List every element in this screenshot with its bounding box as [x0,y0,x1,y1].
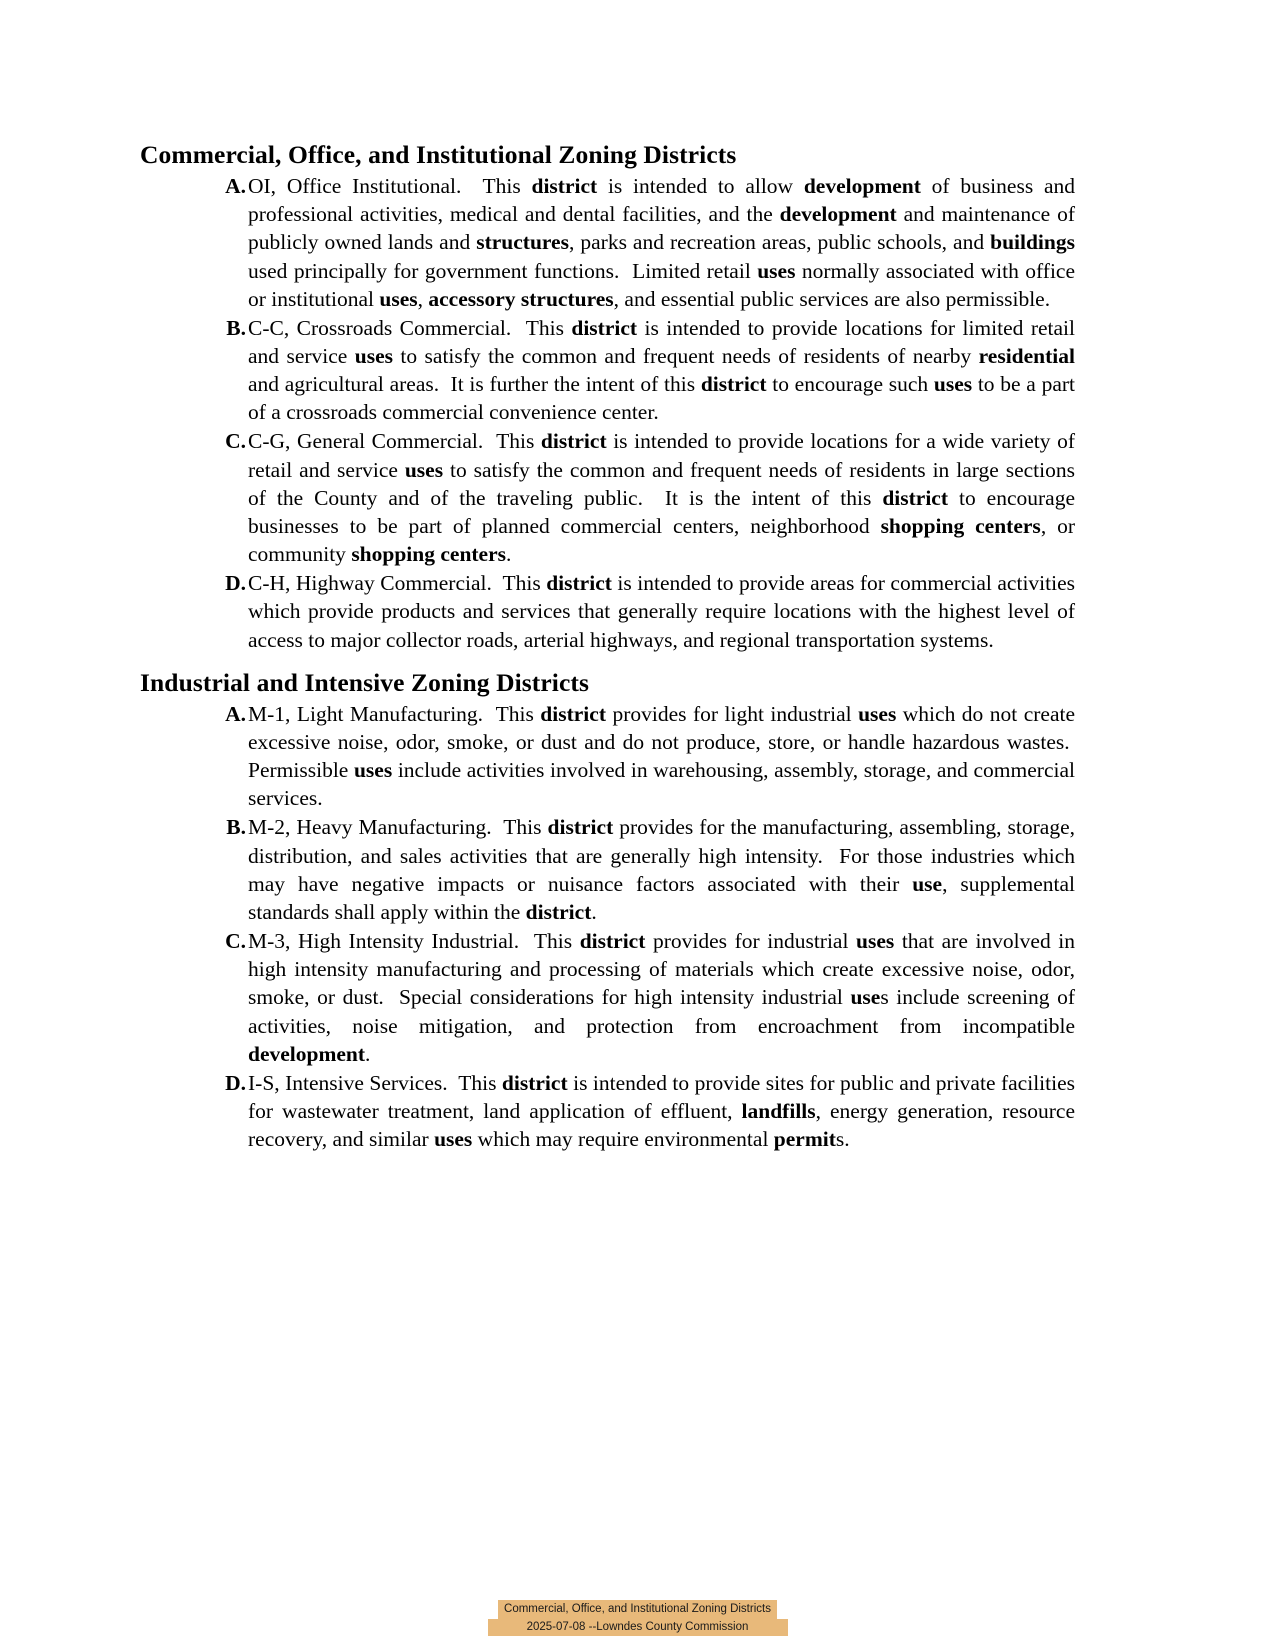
list-marker: D. [225,571,246,596]
list-item-text: M-3, High Intensity Industrial. This district provides for industrial uses that are involved in high intensity manufacturing and processing of materials which create excessive noise, odor, smoke, or dust. Special considerations for high intensity industrial uses include screening of activities, noise mitigation, and protection from encroachment from incompatible development. [248,929,1075,1066]
list-item-text: C-C, Crossroads Commercial. This district is intended to provide locations for limited retail and service uses to satisfy the common and frequent needs of residents of nearby residential and agricultural areas. It is further the intent of this district to encourage such uses to be a part of a crossroads commercial convenience center. [248,315,1075,425]
list-marker: A. [225,701,246,726]
list-item-text: C-G, General Commercial. This district is intended to provide locations for a wide variety of retail and service uses to satisfy the common and frequent needs of residents in large sections of the County and of the traveling public. It is the intent of this district to encourage businesses to be part of planned commercial centers, neighborhood shopping centers, or community shopping centers. [248,429,1076,567]
list-item-text: I-S, Intensive Services. This district is intended to provide sites for public and private facilities for wastewater treatment, land application of effluent, landfills, energy generation, resource recovery, and similar uses which may require environmental permits. [248,1070,1076,1152]
list-commercial-districts [140,172,1075,654]
list-marker: B. [226,815,246,840]
list-item [140,1069,1075,1153]
list-item [140,569,1075,653]
list-item-text: OI, Office Institutional. This district is intended to allow development of business and professional activities, medical and dental facilities, and the development and maintenance of publicly owned lands and structures, parks and recreation areas, public schools, and buildings used principally for government functions. Limited retail uses normally associated with office or institutional uses, accessory structures, and essential public services are also permissible. [248,174,1076,311]
footer-title: Commercial, Office, and Institutional Zoning Districts [498,1600,777,1618]
list-marker: C. [225,429,246,454]
footer-stamp [0,1599,1275,1636]
section-heading-industrial: Industrial and Intensive Zoning Districts [140,667,590,697]
list-marker: A. [225,174,246,199]
list-item-text: M-2, Heavy Manufacturing. This district provides for the manufacturing, assembling, storage, distribution, and sales activities that are generally high intensity. For those industries which may have negative impacts or nuisance factors associated with their use, supplemental standards shall apply within the district. [248,815,1076,924]
list-item [140,813,1075,926]
list-marker: C. [225,929,246,954]
list-item [140,700,1075,813]
footer-meta: 2025-07-08 --Lowndes County Commission [488,1619,788,1636]
list-item [140,172,1075,313]
section-heading-commercial: Commercial, Office, and Institutional Zoning Districts [140,140,737,169]
list-marker: B. [226,315,246,340]
list-item [140,427,1075,568]
list-marker: D. [225,1070,246,1095]
list-item-text: C-H, Highway Commercial. This district is intended to provide areas for commercial activities which provide products and services that generally require locations with the highest level of access to major collector roads, arterial highways, and regional transportation systems. [248,571,1075,652]
list-item [140,927,1075,1068]
list-item-text: M-1, Light Manufacturing. This district provides for light industrial uses which do not create excessive noise, odor, smoke, or dust and do not produce, store, or handle hazardous wastes. Permissible uses include activities involved in warehousing, assembly, storage, and commercial services. [248,701,1076,811]
list-item [140,314,1075,427]
list-industrial-districts [140,700,1075,1154]
